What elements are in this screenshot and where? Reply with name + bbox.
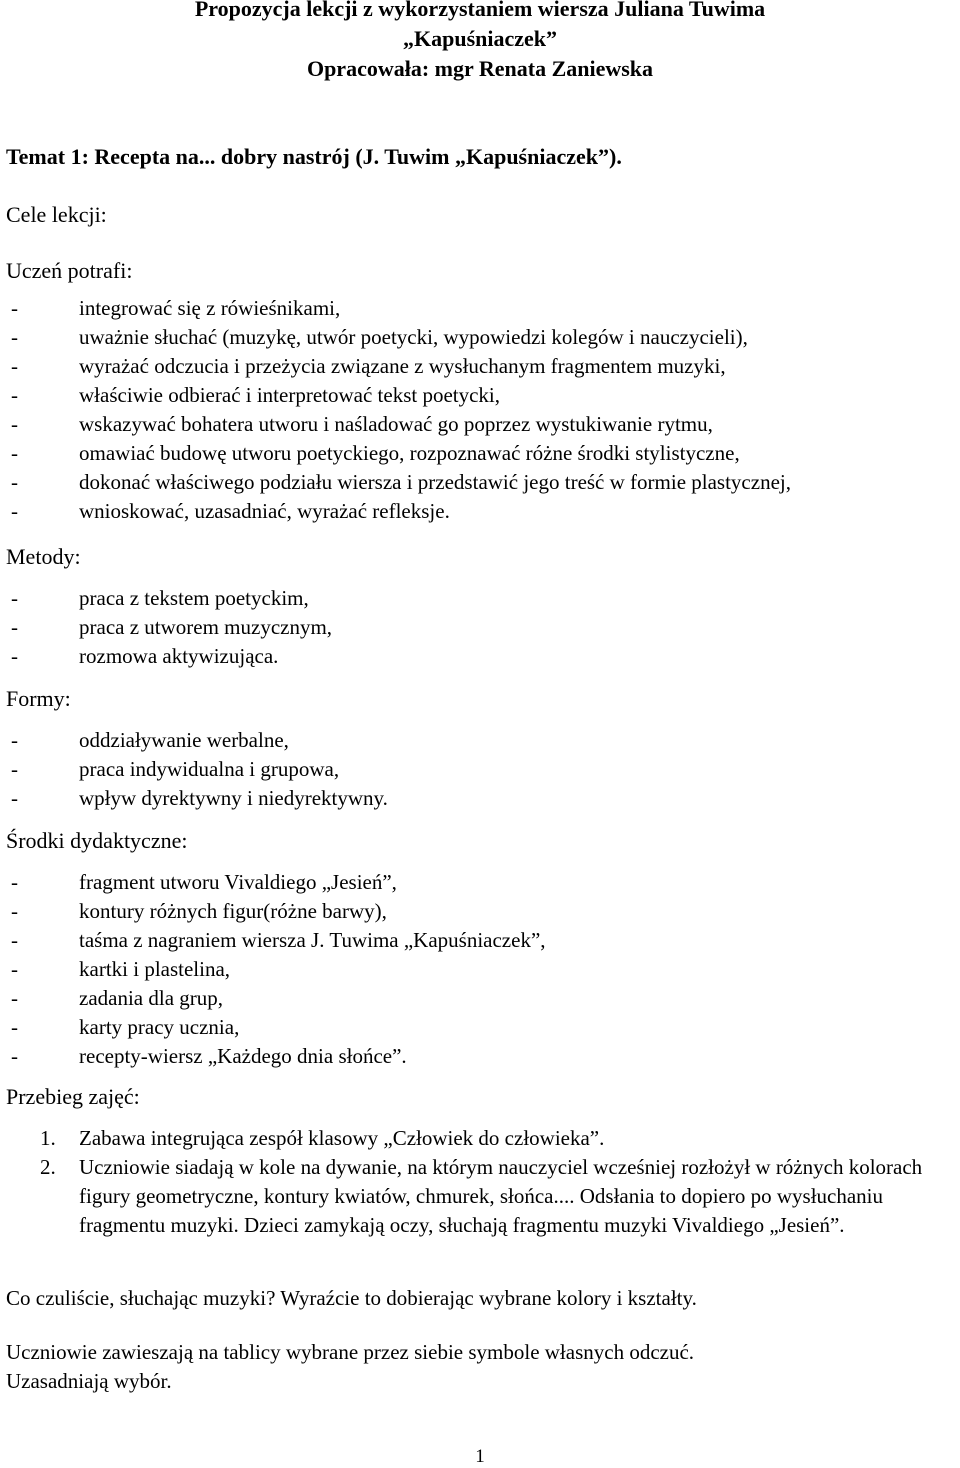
dash-bullet: -	[11, 615, 18, 639]
closing-line-2: Uzasadniają wybór.	[6, 1369, 172, 1393]
step-number: 2.	[40, 1155, 56, 1179]
dash-bullet: -	[11, 499, 18, 523]
title-line-1: Propozycja lekcji z wykorzystaniem wiersza Juliana Tuwima	[194, 0, 766, 21]
dash-bullet: -	[11, 986, 18, 1010]
dash-bullet: -	[11, 728, 18, 752]
list-item: - uważnie słuchać (muzykę, utwór poetycki, wypowiedzi kolegów i nauczycieli),	[11, 323, 791, 352]
dash-bullet: -	[11, 957, 18, 981]
aids-heading: Środki dydaktyczne:	[6, 828, 188, 853]
dash-bullet: -	[11, 870, 18, 894]
dash-bullet: -	[11, 296, 18, 320]
dash-bullet: -	[11, 354, 18, 378]
course-heading: Przebieg zajęć:	[6, 1084, 140, 1109]
list-item: - zadania dla grup,	[11, 984, 546, 1013]
aids-list	[11, 868, 546, 1071]
page-number: 1	[475, 1446, 485, 1467]
methods-heading: Metody:	[6, 544, 81, 569]
list-item: - recepty-wiersz „Każdego dnia słońce”.	[11, 1042, 546, 1071]
list-item: - właściwie odbierać i interpretować tekst poetycki,	[11, 381, 791, 410]
author-line: Opracowała: mgr Renata Zaniewska	[306, 56, 654, 81]
dash-bullet: -	[11, 1044, 18, 1068]
goals-heading: Cele lekcji:	[6, 202, 107, 227]
list-item: - dokonać właściwego podziału wiersza i przedstawić jego treść w formie plastycznej,	[11, 468, 791, 497]
closing-line-1: Uczniowie zawieszają na tablicy wybrane przez siebie symbole własnych odczuć.	[6, 1340, 695, 1364]
list-item: - wyrażać odczucia i przeżycia związane z wysłuchanym fragmentem muzyki,	[11, 352, 791, 381]
dash-bullet: -	[11, 1015, 18, 1039]
dash-bullet: -	[11, 383, 18, 407]
list-item: - integrować się z rówieśnikami,	[11, 294, 791, 323]
dash-bullet: -	[11, 470, 18, 494]
dash-bullet: -	[11, 786, 18, 810]
dash-bullet: -	[11, 644, 18, 668]
list-item: - taśma z nagraniem wiersza J. Tuwima „Kapuśniaczek”,	[11, 926, 546, 955]
list-item: - wskazywać bohatera utworu i naśladować go poprzez wystukiwanie rytmu,	[11, 410, 791, 439]
dash-bullet: -	[11, 757, 18, 781]
dash-bullet: -	[11, 928, 18, 952]
goals-intro: Uczeń potrafi:	[6, 258, 133, 283]
list-item: - wpływ dyrektywny i niedyrektywny.	[11, 784, 388, 813]
list-item: - karty pracy ucznia,	[11, 1013, 546, 1042]
list-item: - oddziaływanie werbalne,	[11, 726, 388, 755]
list-item: - kontury różnych figur(różne barwy),	[11, 897, 546, 926]
list-item: - rozmowa aktywizująca.	[11, 642, 332, 671]
methods-list	[11, 584, 332, 671]
lesson-topic: Temat 1: Recepta na... dobry nastrój (J. Tuwim „Kapuśniaczek”).	[6, 144, 622, 169]
list-item: 2. Uczniowie siadają w kole na dywanie, na którym nauczyciel wcześniej rozłożył w różnych kolorach figury geometryczne, kontury kwiatów, chmurek, słońca.... Odsłania to dopiero po wysłuchaniu fragmentu muzyki. Dzieci zamykają oczy, słuchają fragmentu muzyki Vivaldiego „Jesień”.	[40, 1155, 923, 1237]
title-line-2: „Kapuśniaczek”	[402, 26, 558, 51]
list-item: - praca z tekstem poetyckim,	[11, 584, 332, 613]
list-item: - kartki i plastelina,	[11, 955, 546, 984]
dash-bullet: -	[11, 441, 18, 465]
list-item: - praca z utworem muzycznym,	[11, 613, 332, 642]
dash-bullet: -	[11, 325, 18, 349]
goals-list	[11, 294, 791, 526]
forms-list	[11, 726, 388, 813]
document-title	[0, 0, 960, 84]
list-item: 1. Zabawa integrująca zespół klasowy „Człowiek do człowieka”.	[40, 1124, 955, 1153]
list-item: - fragment utworu Vivaldiego „Jesień”,	[11, 868, 546, 897]
question-paragraph: Co czuliście, słuchając muzyki? Wyraźcie to dobierając wybrane kolory i kształty.	[6, 1286, 697, 1310]
dash-bullet: -	[11, 899, 18, 923]
dash-bullet: -	[11, 586, 18, 610]
list-item: - praca indywidualna i grupowa,	[11, 755, 388, 784]
forms-heading: Formy:	[6, 686, 71, 711]
list-item: - wnioskować, uzasadniać, wyrażać refleksje.	[11, 497, 791, 526]
step-number: 1.	[40, 1126, 56, 1150]
dash-bullet: -	[11, 412, 18, 436]
course-steps	[40, 1124, 955, 1240]
list-item: - omawiać budowę utworu poetyckiego, rozpoznawać różne środki stylistyczne,	[11, 439, 791, 468]
